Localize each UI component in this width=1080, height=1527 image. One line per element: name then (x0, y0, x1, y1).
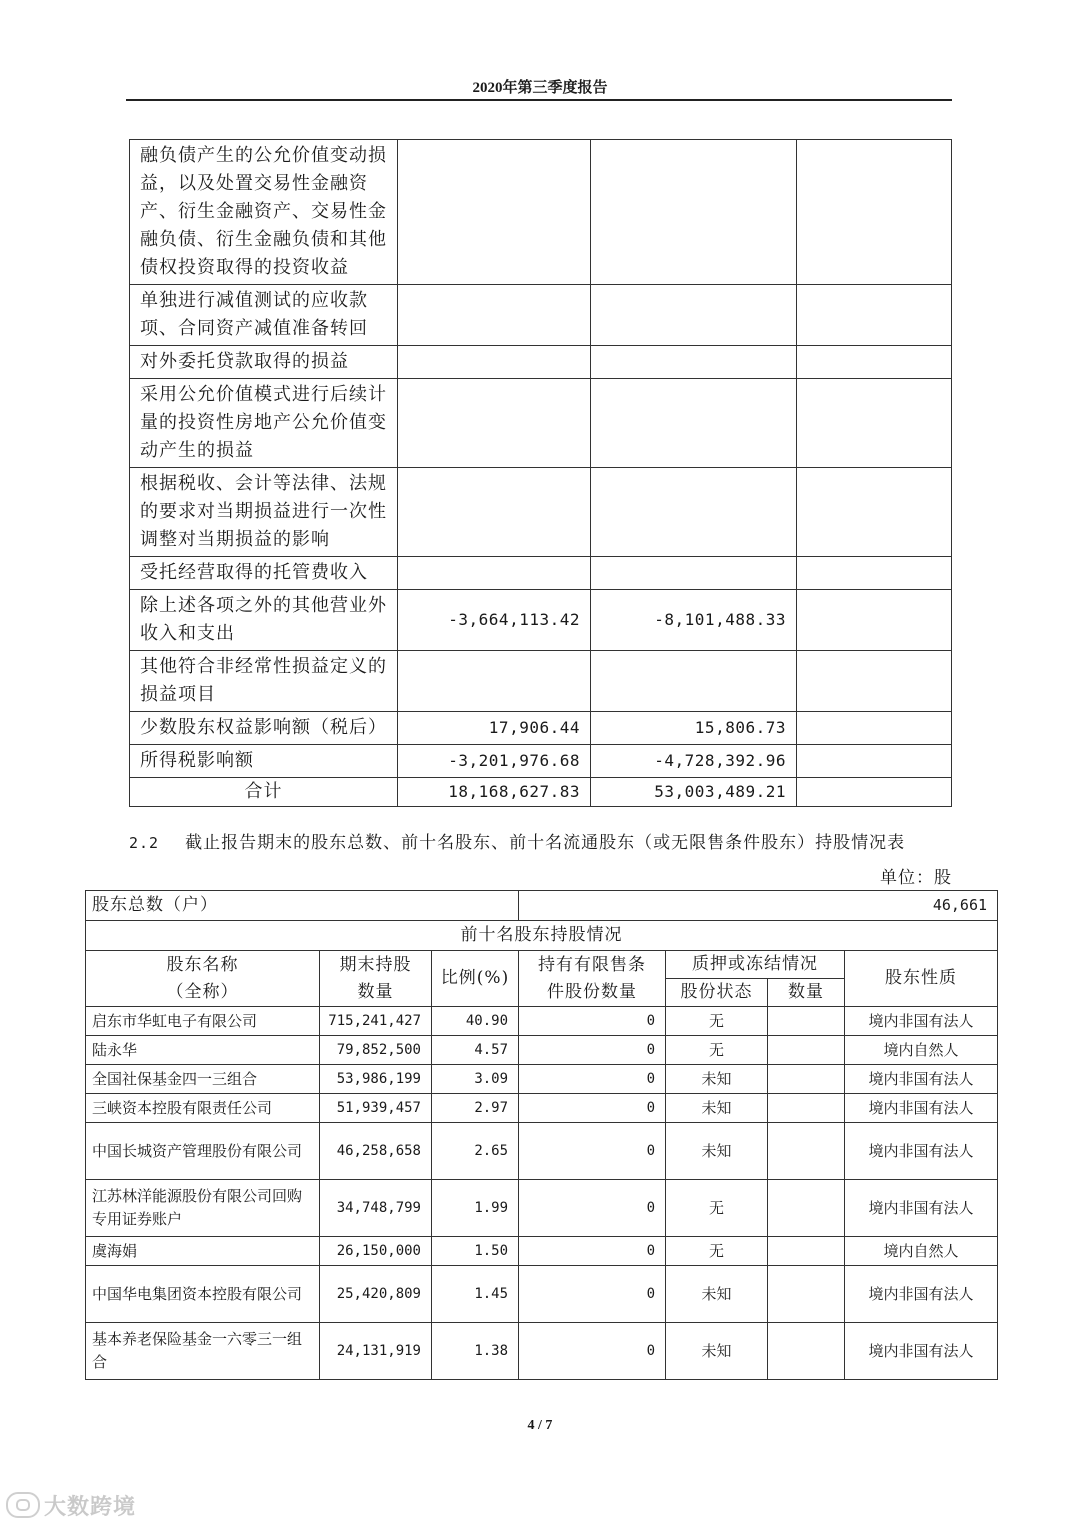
shares-held: 34,748,799 (320, 1180, 432, 1237)
restricted-shares: 0 (519, 1065, 666, 1094)
shareholder-nature: 境内自然人 (845, 1237, 998, 1266)
holding-ratio: 1.99 (432, 1180, 519, 1237)
holding-ratio: 1.38 (432, 1323, 519, 1380)
col-header-restricted (519, 951, 666, 1007)
shares-held: 25,420,809 (320, 1266, 432, 1323)
total-value-1: 18,168,627.83 (398, 778, 591, 807)
restricted-shares: 0 (519, 1036, 666, 1065)
table-subtitle: 前十名股东持股情况 (86, 921, 998, 951)
holding-ratio: 2.97 (432, 1094, 519, 1123)
row-label: 对外委托贷款取得的损益 (130, 346, 398, 379)
table-row (86, 1065, 998, 1094)
holding-ratio: 2.65 (432, 1123, 519, 1180)
row-label: 根据税收、会计等法律、法规的要求对当期损益进行一次性调整对当期损益的影响 (130, 468, 398, 557)
top-shareholders-table (85, 890, 998, 1380)
pledge-qty (768, 1237, 845, 1266)
row-value-2 (591, 379, 797, 468)
table-row (130, 557, 952, 590)
row-value-2 (591, 651, 797, 712)
pledge-status: 未知 (666, 1266, 768, 1323)
col-header-name (86, 951, 320, 1007)
table-row (130, 590, 952, 651)
table-row (130, 140, 952, 285)
shareholder-name: 全国社保基金四一三组合 (86, 1065, 320, 1094)
row-label: 融负债产生的公允价值变动损益，以及处置交易性金融资产、衍生金融资产、交易性金融负债、衍生金融负债和其他债权投资取得的投资收益 (130, 140, 398, 285)
restricted-shares: 0 (519, 1094, 666, 1123)
shareholder-name: 陆永华 (86, 1036, 320, 1065)
row-value-2: -4,728,392.96 (591, 745, 797, 778)
pledge-qty (768, 1180, 845, 1237)
row-value-2 (591, 346, 797, 379)
row-note (797, 379, 952, 468)
row-value-1 (398, 140, 591, 285)
row-note (797, 468, 952, 557)
table-row (130, 745, 952, 778)
row-value-2 (591, 557, 797, 590)
table-row (130, 285, 952, 346)
row-value-1: -3,201,976.68 (398, 745, 591, 778)
header-row (86, 951, 998, 979)
col-header-restricted-line2: 件股份数量 (547, 981, 638, 1002)
table-row (86, 1266, 998, 1323)
pledge-status: 无 (666, 1036, 768, 1065)
pledge-status: 未知 (666, 1323, 768, 1380)
shareholder-nature: 境内非国有法人 (845, 1065, 998, 1094)
col-header-ratio: 比例(%) (432, 951, 519, 1007)
shareholder-nature: 境内自然人 (845, 1036, 998, 1065)
table-row (130, 346, 952, 379)
table-row (130, 468, 952, 557)
pledge-status: 无 (666, 1237, 768, 1266)
row-value-1: -3,664,113.42 (398, 590, 591, 651)
col-header-shares-line1: 期末持股 (339, 954, 412, 975)
shareholder-name: 江苏林洋能源股份有限公司回购专用证券账户 (86, 1180, 320, 1237)
row-label: 所得税影响额 (130, 745, 398, 778)
shareholder-name: 启东市华虹电子有限公司 (86, 1007, 320, 1036)
row-value-1: 17,906.44 (398, 712, 591, 745)
table-row (86, 1036, 998, 1065)
pledge-status: 无 (666, 1180, 768, 1237)
pledge-status: 未知 (666, 1094, 768, 1123)
watermark (6, 1490, 136, 1521)
shareholder-name: 中国长城资产管理股份有限公司 (86, 1123, 320, 1180)
row-label: 其他符合非经常性损益定义的损益项目 (130, 651, 398, 712)
table-row (130, 379, 952, 468)
restricted-shares: 0 (519, 1237, 666, 1266)
shareholder-nature: 境内非国有法人 (845, 1180, 998, 1237)
watermark-logo-icon (6, 1492, 40, 1518)
row-value-1 (398, 379, 591, 468)
row-value-2 (591, 468, 797, 557)
watermark-text: 大数跨境 (44, 1495, 137, 1520)
row-value-1 (398, 468, 591, 557)
table-row (86, 1237, 998, 1266)
table-row (86, 1123, 998, 1180)
shares-held: 79,852,500 (320, 1036, 432, 1065)
pledge-qty (768, 1323, 845, 1380)
shares-held: 51,939,457 (320, 1094, 432, 1123)
shares-held: 46,258,658 (320, 1123, 432, 1180)
row-value-1 (398, 557, 591, 590)
row-note (797, 745, 952, 778)
row-value-1 (398, 651, 591, 712)
row-value-2: -8,101,488.33 (591, 590, 797, 651)
total-shareholders-value: 46,661 (519, 891, 998, 921)
col-header-shares (320, 951, 432, 1007)
holding-ratio: 3.09 (432, 1065, 519, 1094)
shares-held: 24,131,919 (320, 1323, 432, 1380)
col-header-restricted-line1: 持有有限售条 (538, 954, 647, 975)
pledge-status: 未知 (666, 1065, 768, 1094)
restricted-shares: 0 (519, 1323, 666, 1380)
shareholder-name: 中国华电集团资本控股有限公司 (86, 1266, 320, 1323)
row-note (797, 285, 952, 346)
row-value-1 (398, 285, 591, 346)
row-label: 采用公允价值模式进行后续计量的投资性房地产公允价值变动产生的损益 (130, 379, 398, 468)
holding-ratio: 40.90 (432, 1007, 519, 1036)
section-heading (129, 828, 905, 853)
shareholder-nature: 境内非国有法人 (845, 1123, 998, 1180)
holding-ratio: 1.50 (432, 1237, 519, 1266)
shareholder-name: 虞海娟 (86, 1237, 320, 1266)
unit-label: 单位：股 (880, 868, 952, 888)
subtitle-row (86, 921, 998, 951)
row-value-2 (591, 285, 797, 346)
row-label: 单独进行减值测试的应收款项、合同资产减值准备转回 (130, 285, 398, 346)
row-note (797, 140, 952, 285)
restricted-shares: 0 (519, 1123, 666, 1180)
table-row (86, 1180, 998, 1237)
col-header-shares-line2: 数量 (357, 981, 394, 1002)
restricted-shares: 0 (519, 1180, 666, 1237)
row-value-2: 15,806.73 (591, 712, 797, 745)
pledge-qty (768, 1036, 845, 1065)
row-note (797, 712, 952, 745)
row-note (797, 590, 952, 651)
pledge-status: 无 (666, 1007, 768, 1036)
pledge-status: 未知 (666, 1123, 768, 1180)
pledge-qty (768, 1065, 845, 1094)
row-note (797, 778, 952, 807)
shareholder-nature: 境内非国有法人 (845, 1323, 998, 1380)
table-row (130, 651, 952, 712)
table-row (86, 1007, 998, 1036)
shares-held: 715,241,427 (320, 1007, 432, 1036)
col-header-nature: 股东性质 (845, 951, 998, 1007)
row-label: 受托经营取得的托管费收入 (130, 557, 398, 590)
row-label: 除上述各项之外的其他营业外收入和支出 (130, 590, 398, 651)
col-header-pledge: 质押或冻结情况 (666, 951, 845, 979)
shareholder-name: 基本养老保险基金一六零三一组合 (86, 1323, 320, 1380)
total-label: 合计 (130, 778, 398, 807)
table-row (86, 1323, 998, 1380)
table-row (130, 712, 952, 745)
report-title: 2020年第三季度报告 (472, 80, 608, 96)
total-shareholders-label: 股东总数（户） (86, 891, 519, 921)
row-note (797, 651, 952, 712)
header-divider (126, 99, 952, 101)
row-value-2 (591, 140, 797, 285)
total-row (130, 778, 952, 807)
pledge-qty (768, 1123, 845, 1180)
shareholder-nature: 境内非国有法人 (845, 1266, 998, 1323)
col-header-name-line2: （全称） (166, 981, 239, 1002)
total-value-2: 53,003,489.21 (591, 778, 797, 807)
shareholder-name: 三峡资本控股有限责任公司 (86, 1094, 320, 1123)
holding-ratio: 1.45 (432, 1266, 519, 1323)
total-shareholders-row (86, 891, 998, 921)
restricted-shares: 0 (519, 1266, 666, 1323)
page-number: 4 / 7 (527, 1418, 553, 1433)
row-note (797, 557, 952, 590)
row-value-1 (398, 346, 591, 379)
pledge-qty (768, 1094, 845, 1123)
section-title-text: 截止报告期末的股东总数、前十名股东、前十名流通股东（或无限售条件股东）持股情况表 (185, 833, 906, 853)
col-header-pledge-qty: 数量 (768, 979, 845, 1007)
shares-held: 53,986,199 (320, 1065, 432, 1094)
holding-ratio: 4.57 (432, 1036, 519, 1065)
row-label: 少数股东权益影响额（税后） (130, 712, 398, 745)
pledge-qty (768, 1266, 845, 1323)
row-note (797, 346, 952, 379)
section-number: 2.2 (129, 834, 160, 852)
col-header-name-line1: 股东名称 (166, 954, 239, 975)
table-row (86, 1094, 998, 1123)
shareholder-nature: 境内非国有法人 (845, 1094, 998, 1123)
non-recurring-gains-table (129, 139, 952, 807)
restricted-shares: 0 (519, 1007, 666, 1036)
shareholder-nature: 境内非国有法人 (845, 1007, 998, 1036)
shares-held: 26,150,000 (320, 1237, 432, 1266)
pledge-qty (768, 1007, 845, 1036)
col-header-pledge-status: 股份状态 (666, 979, 768, 1007)
